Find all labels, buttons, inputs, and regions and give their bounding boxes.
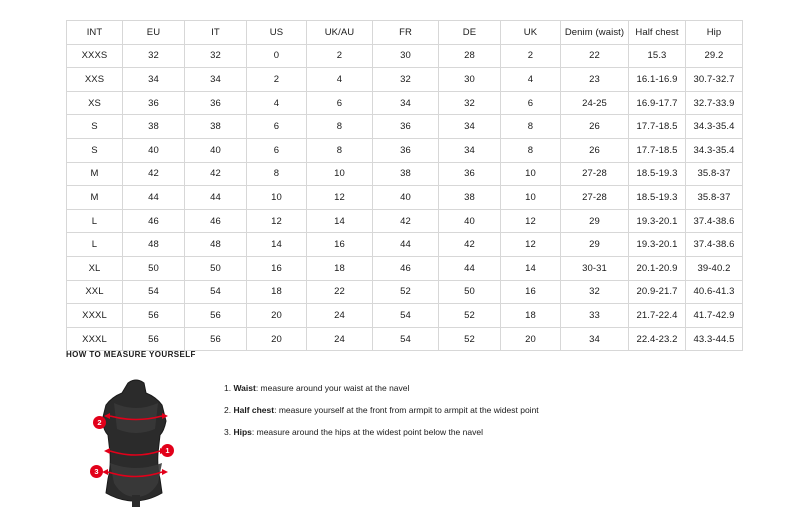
cell-it: 34: [185, 68, 247, 92]
cell-eu: 34: [123, 68, 185, 92]
cell-fr: 38: [373, 162, 439, 186]
instruction-number: 2.: [224, 405, 232, 416]
table-row: [67, 233, 743, 257]
instruction-term: Hips: [233, 427, 252, 438]
measurement-instructions: [224, 369, 539, 450]
cell-uk: 2: [501, 44, 561, 68]
cell-eu: 54: [123, 280, 185, 304]
cell-half-chest: 15.3: [629, 44, 686, 68]
cell-eu: 56: [123, 327, 185, 351]
cell-int: XXXL: [67, 327, 123, 351]
cell-half-chest: 17.7-18.5: [629, 115, 686, 139]
cell-half-chest: 20.9-21.7: [629, 280, 686, 304]
cell-it: 38: [185, 115, 247, 139]
cell-half-chest: 21.7-22.4: [629, 304, 686, 328]
column-header-it: IT: [185, 21, 247, 45]
cell-half-chest: 18.5-19.3: [629, 186, 686, 210]
cell-hip: 34.3-35.4: [686, 138, 743, 162]
cell-hip: 43.3-44.5: [686, 327, 743, 351]
cell-fr: 46: [373, 256, 439, 280]
cell-uk-au: 24: [307, 327, 373, 351]
cell-uk: 6: [501, 91, 561, 115]
cell-denim-waist: 34: [561, 327, 629, 351]
cell-uk-au: 10: [307, 162, 373, 186]
cell-it: 46: [185, 209, 247, 233]
instruction-term: Half chest: [233, 405, 275, 416]
instruction-text: : measure around the hips at the widest point below the navel: [251, 427, 483, 438]
cell-int: L: [67, 233, 123, 257]
cell-half-chest: 22.4-23.2: [629, 327, 686, 351]
cell-int: M: [67, 162, 123, 186]
instruction-item-waist: [224, 383, 539, 393]
cell-eu: 36: [123, 91, 185, 115]
cell-uk: 8: [501, 115, 561, 139]
cell-hip: 37.4-38.6: [686, 209, 743, 233]
cell-fr: 32: [373, 68, 439, 92]
cell-eu: 50: [123, 256, 185, 280]
cell-uk: 18: [501, 304, 561, 328]
table-row: [67, 44, 743, 68]
cell-fr: 42: [373, 209, 439, 233]
cell-half-chest: 16.9-17.7: [629, 91, 686, 115]
cell-uk: 10: [501, 162, 561, 186]
column-header-eu: EU: [123, 21, 185, 45]
cell-eu: 42: [123, 162, 185, 186]
cell-uk-au: 22: [307, 280, 373, 304]
cell-eu: 56: [123, 304, 185, 328]
cell-uk-au: 2: [307, 44, 373, 68]
cell-it: 56: [185, 327, 247, 351]
figure-badge-hips: 3: [90, 465, 103, 478]
cell-uk: 10: [501, 186, 561, 210]
column-header-half-chest: Half chest: [629, 21, 686, 45]
cell-eu: 38: [123, 115, 185, 139]
table-row: [67, 138, 743, 162]
cell-it: 42: [185, 162, 247, 186]
cell-fr: 30: [373, 44, 439, 68]
table-row: [67, 186, 743, 210]
instruction-item-hips: [224, 427, 539, 437]
cell-uk: 20: [501, 327, 561, 351]
cell-it: 32: [185, 44, 247, 68]
cell-denim-waist: 27-28: [561, 162, 629, 186]
cell-us: 6: [247, 138, 307, 162]
cell-denim-waist: 27-28: [561, 186, 629, 210]
how-to-measure-body: [66, 369, 746, 509]
cell-uk: 16: [501, 280, 561, 304]
cell-denim-waist: 30-31: [561, 256, 629, 280]
table-row: [67, 256, 743, 280]
column-header-uk-au: UK/AU: [307, 21, 373, 45]
figure-badge-waist: 1: [161, 444, 174, 457]
cell-fr: 36: [373, 138, 439, 162]
cell-de: 36: [439, 162, 501, 186]
cell-uk-au: 8: [307, 138, 373, 162]
cell-half-chest: 17.7-18.5: [629, 138, 686, 162]
cell-int: XXS: [67, 68, 123, 92]
column-header-us: US: [247, 21, 307, 45]
instruction-text: : measure yourself at the front from armpit to armpit at the widest point: [274, 405, 539, 416]
table-header-row: [67, 21, 743, 45]
column-header-fr: FR: [373, 21, 439, 45]
how-to-measure-title: HOW TO MEASURE YOURSELF: [66, 350, 196, 359]
cell-us: 6: [247, 115, 307, 139]
cell-uk: 14: [501, 256, 561, 280]
cell-int: S: [67, 138, 123, 162]
cell-de: 52: [439, 304, 501, 328]
cell-int: XXL: [67, 280, 123, 304]
size-chart-table: [66, 20, 743, 351]
mannequin-illustration: [66, 369, 206, 509]
cell-hip: 41.7-42.9: [686, 304, 743, 328]
cell-half-chest: 19.3-20.1: [629, 209, 686, 233]
cell-uk: 12: [501, 233, 561, 257]
size-chart-container: [66, 20, 735, 351]
cell-it: 50: [185, 256, 247, 280]
cell-de: 40: [439, 209, 501, 233]
cell-int: XS: [67, 91, 123, 115]
cell-de: 28: [439, 44, 501, 68]
table-row: [67, 162, 743, 186]
instruction-text: : measure around your waist at the navel: [255, 383, 410, 393]
cell-de: 44: [439, 256, 501, 280]
cell-us: 14: [247, 233, 307, 257]
column-header-denim-waist: Denim (waist): [561, 21, 629, 45]
cell-int: M: [67, 186, 123, 210]
cell-uk-au: 8: [307, 115, 373, 139]
cell-uk-au: 12: [307, 186, 373, 210]
table-row: [67, 68, 743, 92]
cell-de: 50: [439, 280, 501, 304]
cell-eu: 46: [123, 209, 185, 233]
cell-denim-waist: 29: [561, 233, 629, 257]
cell-uk: 12: [501, 209, 561, 233]
cell-fr: 40: [373, 186, 439, 210]
cell-hip: 29.2: [686, 44, 743, 68]
cell-denim-waist: 22: [561, 44, 629, 68]
table-body: [67, 44, 743, 351]
table-row: [67, 91, 743, 115]
column-header-hip: Hip: [686, 21, 743, 45]
cell-de: 52: [439, 327, 501, 351]
cell-it: 54: [185, 280, 247, 304]
cell-fr: 54: [373, 327, 439, 351]
cell-de: 38: [439, 186, 501, 210]
instruction-number: 1.: [224, 383, 232, 393]
cell-denim-waist: 32: [561, 280, 629, 304]
cell-de: 34: [439, 138, 501, 162]
cell-hip: 40.6-41.3: [686, 280, 743, 304]
cell-uk-au: 14: [307, 209, 373, 233]
cell-uk-au: 6: [307, 91, 373, 115]
cell-us: 18: [247, 280, 307, 304]
instruction-number: 3.: [224, 427, 232, 438]
cell-de: 42: [439, 233, 501, 257]
cell-denim-waist: 33: [561, 304, 629, 328]
cell-hip: 30.7-32.7: [686, 68, 743, 92]
cell-it: 48: [185, 233, 247, 257]
cell-denim-waist: 26: [561, 115, 629, 139]
cell-int: XXXS: [67, 44, 123, 68]
cell-half-chest: 16.1-16.9: [629, 68, 686, 92]
cell-fr: 54: [373, 304, 439, 328]
cell-int: XXXL: [67, 304, 123, 328]
cell-denim-waist: 23: [561, 68, 629, 92]
cell-hip: 35.8-37: [686, 162, 743, 186]
cell-int: S: [67, 115, 123, 139]
cell-uk-au: 16: [307, 233, 373, 257]
cell-us: 8: [247, 162, 307, 186]
cell-uk-au: 24: [307, 304, 373, 328]
cell-int: XL: [67, 256, 123, 280]
cell-us: 12: [247, 209, 307, 233]
table-row: [67, 115, 743, 139]
cell-fr: 34: [373, 91, 439, 115]
column-header-de: DE: [439, 21, 501, 45]
cell-hip: 34.3-35.4: [686, 115, 743, 139]
cell-eu: 32: [123, 44, 185, 68]
cell-us: 4: [247, 91, 307, 115]
cell-hip: 35.8-37: [686, 186, 743, 210]
cell-fr: 36: [373, 115, 439, 139]
cell-fr: 44: [373, 233, 439, 257]
cell-it: 36: [185, 91, 247, 115]
instruction-term: Waist: [233, 383, 256, 393]
cell-it: 40: [185, 138, 247, 162]
column-header-uk: UK: [501, 21, 561, 45]
cell-half-chest: 19.3-20.1: [629, 233, 686, 257]
cell-us: 20: [247, 304, 307, 328]
measurement-figure: [66, 369, 206, 509]
cell-fr: 52: [373, 280, 439, 304]
cell-uk: 4: [501, 68, 561, 92]
cell-hip: 37.4-38.6: [686, 233, 743, 257]
cell-eu: 48: [123, 233, 185, 257]
cell-hip: 39-40.2: [686, 256, 743, 280]
cell-us: 16: [247, 256, 307, 280]
table-row: [67, 280, 743, 304]
cell-it: 56: [185, 304, 247, 328]
cell-eu: 44: [123, 186, 185, 210]
table-row: [67, 209, 743, 233]
cell-denim-waist: 29: [561, 209, 629, 233]
cell-denim-waist: 24-25: [561, 91, 629, 115]
cell-us: 20: [247, 327, 307, 351]
cell-us: 2: [247, 68, 307, 92]
cell-eu: 40: [123, 138, 185, 162]
cell-half-chest: 20.1-20.9: [629, 256, 686, 280]
cell-denim-waist: 26: [561, 138, 629, 162]
cell-us: 10: [247, 186, 307, 210]
how-to-measure-section: [66, 350, 746, 509]
column-header-int: INT: [67, 21, 123, 45]
cell-us: 0: [247, 44, 307, 68]
cell-de: 30: [439, 68, 501, 92]
cell-hip: 32.7-33.9: [686, 91, 743, 115]
cell-half-chest: 18.5-19.3: [629, 162, 686, 186]
cell-de: 32: [439, 91, 501, 115]
cell-uk: 8: [501, 138, 561, 162]
cell-int: L: [67, 209, 123, 233]
cell-uk-au: 18: [307, 256, 373, 280]
cell-uk-au: 4: [307, 68, 373, 92]
figure-badge-half-chest: 2: [93, 416, 106, 429]
cell-de: 34: [439, 115, 501, 139]
table-row: [67, 327, 743, 351]
table-row: [67, 304, 743, 328]
cell-it: 44: [185, 186, 247, 210]
instruction-item-half-chest: [224, 405, 539, 415]
